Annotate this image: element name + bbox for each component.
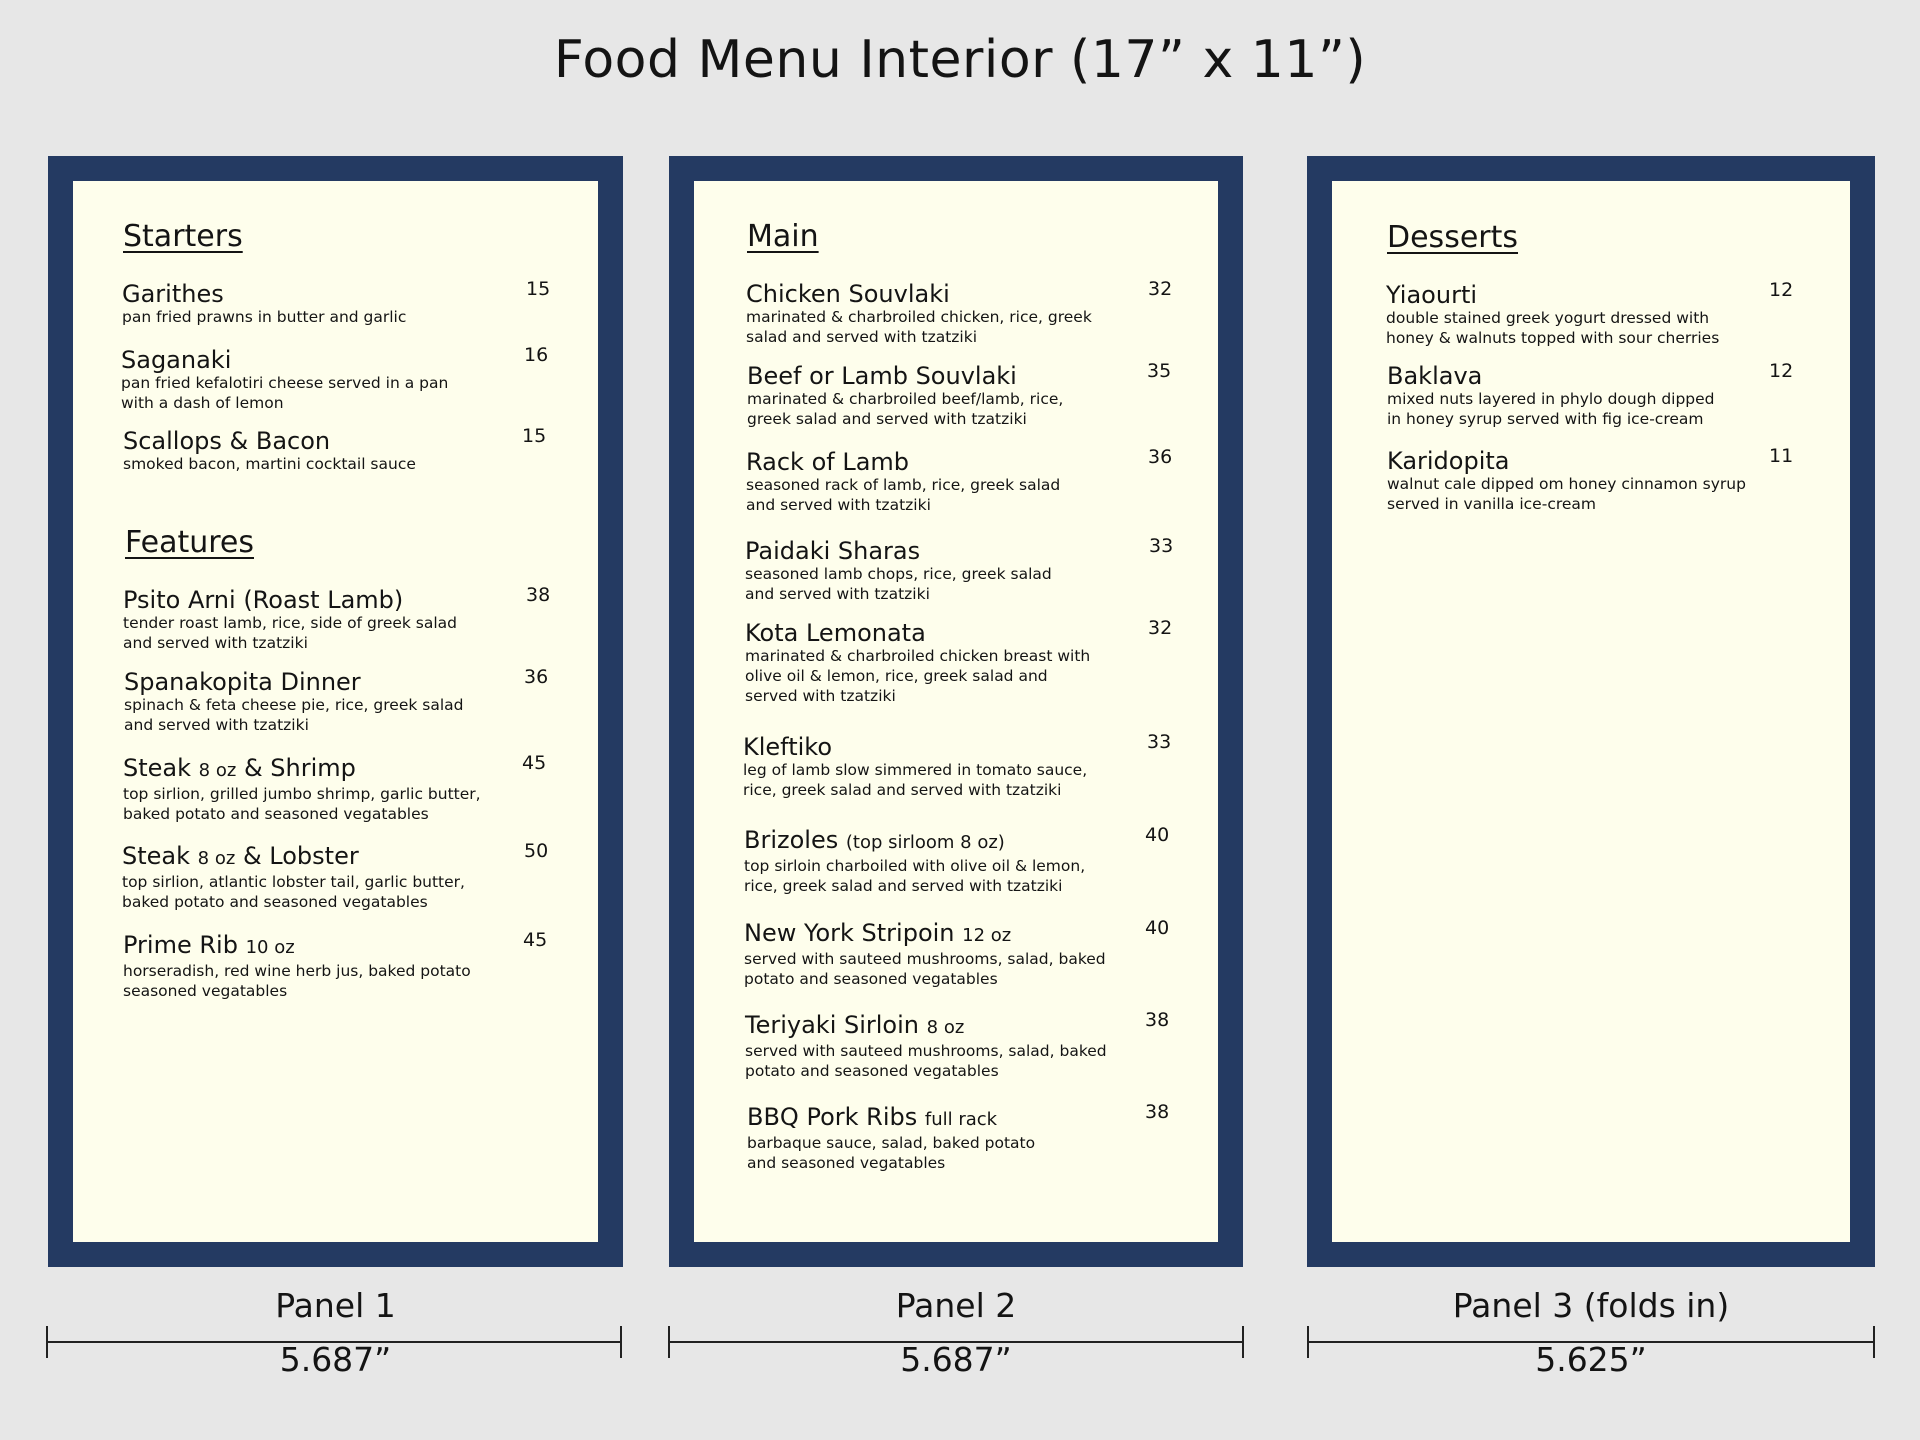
menu-item-name: Yiaourti (1386, 281, 1478, 309)
menu-item-name-line (123, 426, 416, 456)
menu-item-name: Kleftiko (743, 733, 833, 761)
menu-item-price: 12 (1769, 360, 1794, 382)
menu-item-price: 33 (1149, 535, 1174, 557)
menu-item-description: top sirloin charboiled with olive oil & lemon, rice, greek salad and served with tzatziki (744, 857, 1086, 895)
menu-item (1387, 446, 1746, 514)
menu-item-description: spinach & feta cheese pie, rice, greek salad and served with tzatziki (124, 696, 464, 734)
menu-item-description: top sirlion, atlantic lobster tail, garlic butter, baked potato and seasoned vegatables (122, 873, 465, 911)
menu-item-name: Scallops & Bacon (123, 427, 331, 455)
panel-3-content (1332, 181, 1850, 1242)
menu-item-name-line (746, 447, 1060, 477)
menu-item-name: Paidaki Sharas (745, 537, 921, 565)
menu-item-price: 32 (1148, 278, 1173, 300)
menu-item (123, 753, 481, 824)
menu-item (121, 345, 448, 413)
menu-item-price: 45 (522, 752, 547, 774)
menu-item-price: 35 (1147, 360, 1172, 382)
menu-item-name: Teriyaki Sirloin (745, 1011, 919, 1039)
menu-item-name-line (744, 918, 1106, 951)
menu-item (745, 618, 1090, 706)
menu-item-name-line (743, 732, 1087, 762)
menu-item-description: walnut cale dipped om honey cinnamon syrup served in vanilla ice-cream (1387, 475, 1746, 513)
menu-item-name: BBQ Pork Ribs (747, 1103, 918, 1131)
menu-item-price: 36 (524, 666, 549, 688)
menu-item-price: 40 (1145, 824, 1170, 846)
menu-item-price: 15 (522, 425, 547, 447)
menu-item-portion: 8 oz (197, 848, 236, 869)
menu-item-name-suffix: & Lobster (242, 842, 359, 870)
menu-item-description: double stained greek yogurt dressed with honey & walnuts topped with sour cherries (1386, 309, 1720, 347)
menu-item (745, 536, 1052, 604)
menu-item-portion: 12 oz (962, 925, 1012, 946)
menu-item-price: 12 (1769, 279, 1794, 301)
menu-item (747, 1102, 1035, 1173)
menu-item-name: Rack of Lamb (746, 448, 910, 476)
panel-3 (1307, 156, 1875, 1267)
menu-item-name: Prime Rib (123, 931, 238, 959)
panel-2-content (694, 181, 1218, 1242)
menu-item-description: served with sauteed mushrooms, salad, baked potato and seasoned vegatables (745, 1042, 1107, 1080)
menu-item-description: marinated & charbroiled chicken, rice, greek salad and served with tzatziki (746, 308, 1092, 346)
menu-item (1386, 280, 1719, 348)
menu-item-name-line (746, 279, 1092, 309)
menu-item-name-suffix: & Shrimp (243, 754, 356, 782)
menu-item (744, 825, 1085, 896)
panel-3-label: Panel 3 (folds in) (1452, 1286, 1730, 1325)
page-title: Food Menu Interior (17” x 11”) (553, 30, 1367, 90)
menu-item-description: seasoned lamb chops, rice, greek salad and served with tzatziki (745, 565, 1052, 603)
menu-item-name-line (1387, 361, 1715, 391)
panel-3-width: 5.625” (1535, 1340, 1647, 1379)
section-title: Starters (123, 219, 243, 254)
menu-item-name-line (121, 345, 448, 375)
section-title: Features (125, 525, 254, 560)
menu-item-price: 15 (526, 278, 551, 300)
panel-1 (48, 156, 623, 1267)
menu-item-name-line (747, 361, 1063, 391)
menu-item (122, 841, 465, 912)
menu-item-name: Chicken Souvlaki (746, 280, 950, 308)
menu-item-description: barbaque sauce, salad, baked potato and seasoned vegatables (747, 1134, 1036, 1172)
menu-item-price: 16 (524, 344, 549, 366)
menu-item-name-line (745, 1010, 1107, 1043)
menu-item-price: 40 (1145, 917, 1170, 939)
menu-item-name: Baklava (1387, 362, 1483, 390)
menu-item (746, 447, 1060, 515)
menu-item-name-line (1387, 446, 1746, 476)
menu-item-description: marinated & charbroiled beef/lamb, rice, greek salad and served with tzatziki (747, 390, 1064, 428)
menu-item-name-line (123, 753, 481, 786)
menu-item-name-line (123, 930, 471, 963)
menu-item-name: Karidopita (1387, 447, 1510, 475)
menu-item-price: 38 (1145, 1009, 1170, 1031)
menu-item (746, 279, 1092, 347)
section-title: Desserts (1387, 220, 1519, 255)
menu-item-name: Steak (122, 842, 191, 870)
menu-item (744, 918, 1106, 989)
menu-item-description: marinated & charbroiled chicken breast with olive oil & lemon, rice, greek salad and served with tzatziki (745, 647, 1091, 705)
menu-item-name: Kota Lemonata (745, 619, 926, 647)
menu-item-name: Beef or Lamb Souvlaki (747, 362, 1017, 390)
menu-item-price: 45 (523, 929, 548, 951)
panel-2-label: Panel 2 (895, 1286, 1017, 1325)
menu-item (123, 426, 416, 474)
menu-item-name: Spanakopita Dinner (124, 668, 361, 696)
menu-item-price: 50 (524, 840, 549, 862)
panel-2-width: 5.687” (900, 1340, 1012, 1379)
menu-item-name-line (122, 841, 465, 874)
menu-item-description: mixed nuts layered in phylo dough dipped in honey syrup served with fig ice-cream (1387, 390, 1715, 428)
menu-item-portion: 8 oz (198, 760, 237, 781)
menu-item-description: horseradish, red wine herb jus, baked potato seasoned vegatables (123, 962, 471, 1000)
section-title: Main (747, 219, 819, 254)
menu-item-price: 38 (526, 584, 551, 606)
menu-item-name: Steak (123, 754, 192, 782)
menu-item-price: 36 (1148, 446, 1173, 468)
menu-item-description: seasoned rack of lamb, rice, greek salad and served with tzatziki (746, 476, 1061, 514)
menu-item (743, 732, 1087, 800)
menu-item-portion: (top sirloom 8 oz) (845, 832, 1005, 853)
menu-item-name: Psito Arni (Roast Lamb) (123, 586, 404, 614)
menu-item-name-line (122, 279, 406, 309)
menu-item (123, 930, 471, 1001)
menu-item (745, 1010, 1107, 1081)
menu-item (124, 667, 463, 735)
menu-item-name: Garithes (122, 280, 224, 308)
menu-item-name: New York Stripoin (744, 919, 955, 947)
menu-item-description: pan fried prawns in butter and garlic (122, 308, 407, 326)
menu-item-name-line (123, 585, 457, 615)
menu-item-name-line (124, 667, 463, 697)
menu-item-name-line (1386, 280, 1719, 310)
menu-item-description: served with sauteed mushrooms, salad, baked potato and seasoned vegatables (744, 950, 1106, 988)
menu-item-description: tender roast lamb, rice, side of greek salad and served with tzatziki (123, 614, 458, 652)
panel-1-width: 5.687” (279, 1340, 392, 1379)
menu-item-portion: 10 oz (245, 937, 295, 958)
menu-item-description: pan fried kefalotiri cheese served in a pan with a dash of lemon (121, 374, 449, 412)
menu-item-description: smoked bacon, martini cocktail sauce (123, 455, 416, 473)
panel-1-content (73, 181, 598, 1242)
menu-item-portion: full rack (924, 1109, 998, 1130)
panel-1-label: Panel 1 (275, 1286, 396, 1325)
menu-item-name-line (745, 618, 1090, 648)
menu-item (747, 361, 1063, 429)
menu-item-name-line (745, 536, 1052, 566)
menu-item-name-line (744, 825, 1085, 858)
menu-item-price: 11 (1769, 445, 1794, 467)
menu-item-description: leg of lamb slow simmered in tomato sauce, rice, greek salad and served with tzatziki (743, 761, 1088, 799)
menu-item (122, 279, 406, 327)
menu-item (123, 585, 457, 653)
panel-2 (669, 156, 1243, 1267)
menu-item-description: top sirlion, grilled jumbo shrimp, garlic butter, baked potato and seasoned vegatables (123, 785, 481, 823)
menu-item-portion: 8 oz (926, 1017, 965, 1038)
menu-item (1387, 361, 1715, 429)
menu-item-name: Saganaki (121, 346, 232, 374)
menu-item-name-line (747, 1102, 1035, 1135)
menu-item-name: Brizoles (744, 826, 839, 854)
menu-item-price: 33 (1147, 731, 1172, 753)
menu-item-price: 38 (1145, 1101, 1170, 1123)
menu-item-price: 32 (1148, 617, 1173, 639)
